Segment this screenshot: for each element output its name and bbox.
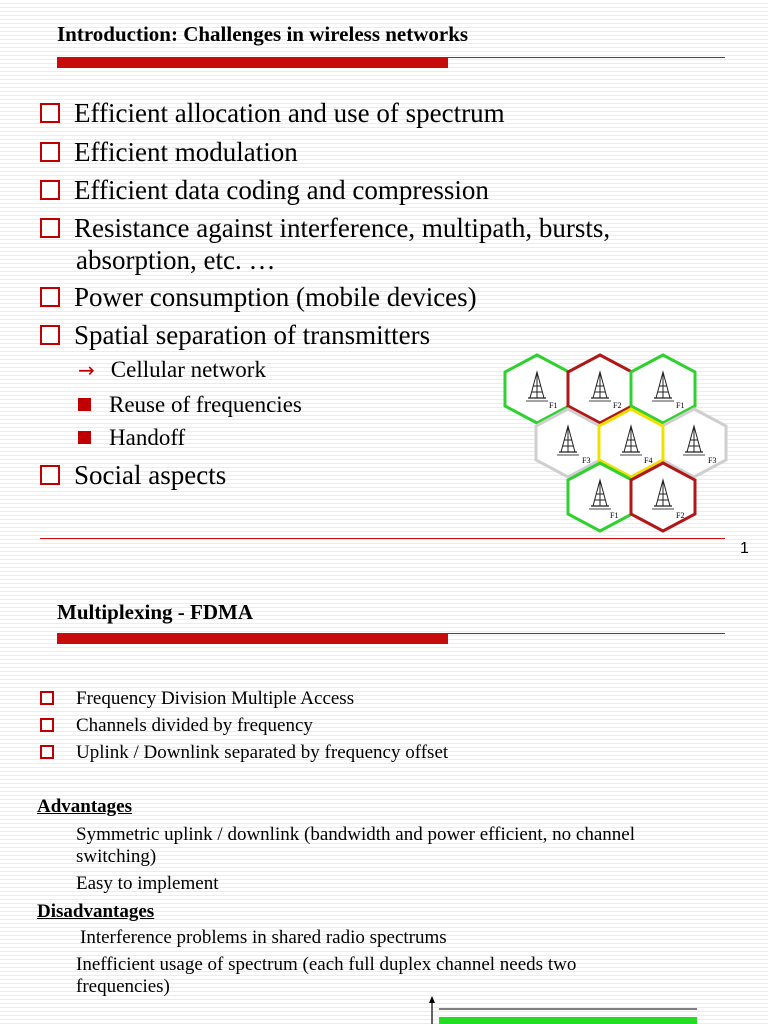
slide2-title-rule-thick bbox=[57, 634, 448, 644]
cell-label: F1 bbox=[610, 511, 619, 520]
bullet-interference-continued bbox=[76, 245, 275, 275]
sub-cellular-network bbox=[78, 357, 266, 383]
disadvantage-inefficient: Inefficient usage of spectrum (each full duplex channel needs two bbox=[76, 954, 577, 975]
bullet-power bbox=[40, 282, 477, 312]
hollow-square-bullet-icon bbox=[40, 180, 60, 200]
bullet-text: Efficient modulation bbox=[74, 137, 298, 167]
cell-label: F2 bbox=[613, 401, 622, 410]
bullet-text: Social aspects bbox=[74, 460, 227, 490]
cell-label: F1 bbox=[676, 401, 685, 410]
frequency-band-green bbox=[439, 1017, 697, 1024]
slide1-bottom-rule bbox=[40, 538, 725, 539]
hollow-square-bullet-icon bbox=[40, 142, 60, 162]
hollow-square-bullet-icon bbox=[40, 745, 54, 759]
bullet-social bbox=[40, 460, 226, 490]
slide1-title-rule-thick bbox=[57, 58, 448, 68]
bullet-spatial bbox=[40, 320, 430, 350]
hollow-square-bullet-icon bbox=[40, 691, 54, 705]
sub-text: Handoff bbox=[109, 425, 186, 450]
cell-label: F3 bbox=[708, 456, 717, 465]
bullet-text: absorption, etc. … bbox=[76, 245, 276, 275]
cellular-hexagon-diagram bbox=[500, 350, 732, 538]
advantages-heading: Advantages bbox=[37, 796, 133, 817]
cell-label: F4 bbox=[644, 456, 653, 465]
hollow-square-bullet-icon bbox=[40, 325, 60, 345]
disadvantages-heading: Disadvantages bbox=[37, 901, 155, 922]
sub-reuse bbox=[78, 392, 302, 418]
axis-arrow-icon bbox=[429, 996, 435, 1003]
bullet-text: Frequency Division Multiple Access bbox=[76, 688, 355, 709]
bullet-text: Uplink / Downlink separated by frequency offset bbox=[76, 742, 449, 763]
cell-label: F1 bbox=[549, 401, 558, 410]
disadvantage-interference: Interference problems in shared radio spectrums bbox=[80, 927, 447, 948]
bullet-modulation bbox=[40, 137, 298, 167]
hollow-square-bullet-icon bbox=[40, 718, 54, 732]
filled-square-bullet-icon bbox=[78, 398, 91, 411]
slide2-title: Multiplexing - FDMA bbox=[57, 600, 253, 624]
fdma-figure-partial bbox=[425, 994, 705, 1024]
advantage-easy: Easy to implement bbox=[76, 873, 219, 894]
bullet-text: Resistance against interference, multipath, bursts, bbox=[74, 213, 611, 243]
hollow-square-bullet-icon bbox=[40, 218, 60, 238]
fdma-bullet-uplink bbox=[40, 742, 448, 764]
filled-square-bullet-icon bbox=[78, 431, 91, 444]
arrow-right-icon: → bbox=[78, 358, 95, 382]
bullet-text: Power consumption (mobile devices) bbox=[74, 282, 477, 312]
fdma-bullet-channels bbox=[40, 715, 313, 737]
sub-text: Reuse of frequencies bbox=[109, 392, 302, 417]
page-number: 1 bbox=[740, 540, 749, 557]
slide1-title: Introduction: Challenges in wireless networks bbox=[57, 22, 469, 46]
cell-label: F2 bbox=[676, 511, 685, 520]
bullet-text: Spatial separation of transmitters bbox=[74, 320, 431, 350]
bullet-text: Efficient data coding and compression bbox=[74, 175, 489, 205]
disadvantage-inefficient-continued: frequencies) bbox=[76, 976, 170, 997]
hollow-square-bullet-icon bbox=[40, 287, 60, 307]
bullet-spectrum bbox=[40, 98, 505, 128]
sub-handoff bbox=[78, 425, 185, 451]
cell-label: F3 bbox=[582, 456, 591, 465]
fdma-bullet-definition bbox=[40, 688, 354, 710]
hollow-square-bullet-icon bbox=[40, 103, 60, 123]
bullet-text: Efficient allocation and use of spectrum bbox=[74, 98, 505, 128]
advantage-symmetric: Symmetric uplink / downlink (bandwidth and power efficient, no channel bbox=[76, 824, 635, 845]
bullet-interference bbox=[40, 213, 610, 243]
advantage-symmetric-continued: switching) bbox=[76, 846, 157, 867]
bullet-text: Channels divided by frequency bbox=[76, 715, 313, 736]
hollow-square-bullet-icon bbox=[40, 465, 60, 485]
sub-text: Cellular network bbox=[110, 357, 266, 382]
bullet-coding bbox=[40, 175, 489, 205]
